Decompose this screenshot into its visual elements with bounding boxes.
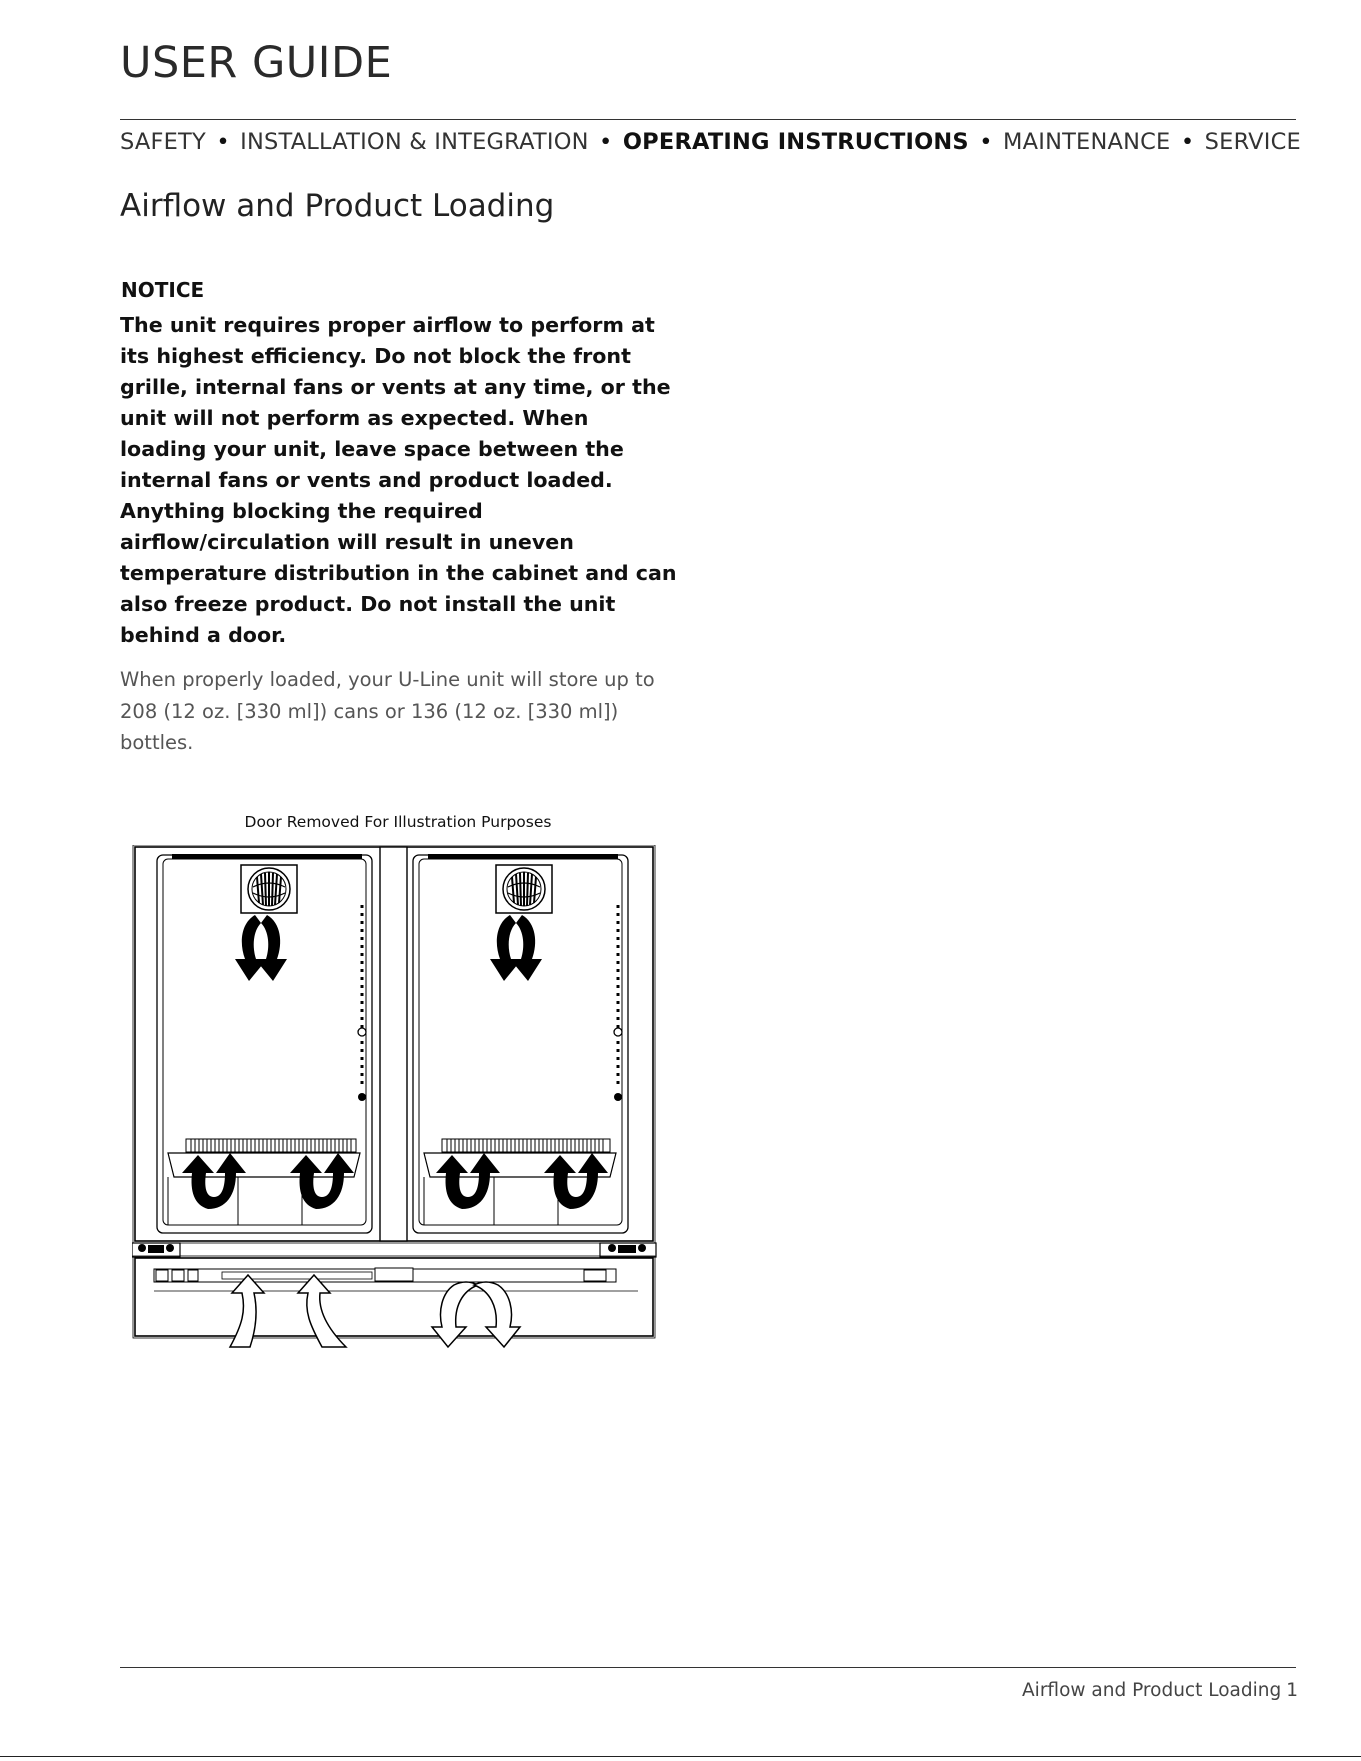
nav-separator: • xyxy=(599,129,613,155)
section-title: Airflow and Product Loading xyxy=(120,188,555,224)
right-hinge xyxy=(600,1243,656,1257)
airflow-arrow-icon xyxy=(436,1153,500,1209)
page-number: 1 xyxy=(1286,1680,1298,1701)
nav-separator: • xyxy=(979,129,993,155)
center-divider xyxy=(380,847,407,1241)
header-divider xyxy=(120,119,1296,120)
page-edge xyxy=(0,1756,1361,1761)
base-grille xyxy=(133,1256,655,1338)
fan-icon xyxy=(241,865,297,913)
fan-icon xyxy=(496,865,552,913)
left-hinge xyxy=(132,1243,180,1257)
airflow-diagram xyxy=(132,845,658,1350)
nav-item-installation[interactable]: INSTALLATION & INTEGRATION xyxy=(240,129,589,155)
page-footer xyxy=(1022,1680,1298,1701)
airflow-arrow-icon xyxy=(544,1153,608,1209)
nav-separator: • xyxy=(216,129,230,155)
airflow-arrow-icon xyxy=(182,1153,246,1209)
airflow-arrow-icon xyxy=(290,1153,354,1209)
nav-item-operating-instructions[interactable]: OPERATING INSTRUCTIONS xyxy=(622,129,969,155)
airflow-arrow-icon xyxy=(490,915,542,981)
nav-item-service[interactable]: SERVICE xyxy=(1204,129,1301,155)
footer-section-title: Airflow and Product Loading xyxy=(1022,1680,1282,1701)
notice-label: NOTICE xyxy=(121,278,205,302)
figure-caption: Door Removed For Illustration Purposes xyxy=(244,813,552,831)
nav-item-safety[interactable]: SAFETY xyxy=(120,129,206,155)
footer-divider xyxy=(120,1667,1296,1668)
airflow-arrow-icon xyxy=(235,915,287,981)
capacity-paragraph: When properly loaded, your U-Line unit will store up to 208 (12 oz. [330 ml]) cans or 136 (12 oz. [330 ml]) bottles. xyxy=(120,668,655,754)
left-compartment xyxy=(157,854,372,1233)
notice-text: The unit requires proper airflow to perform at its highest efficiency. Do not block the front grille, internal fans or vents at any time, or the unit will not perform as expected. When loading your unit, leave space between the internal fans or vents and product loaded. Anything blocking the required airflow/circulation will result in uneven temperature distribution in the cabinet and can also freeze product. Do not install the unit behind a door. xyxy=(120,313,677,647)
nav-separator: • xyxy=(1180,129,1195,155)
document-title: USER GUIDE xyxy=(120,38,393,88)
nav-item-maintenance[interactable]: MAINTENANCE xyxy=(1003,129,1171,155)
right-compartment xyxy=(413,854,628,1233)
section-breadcrumb xyxy=(120,129,1300,155)
